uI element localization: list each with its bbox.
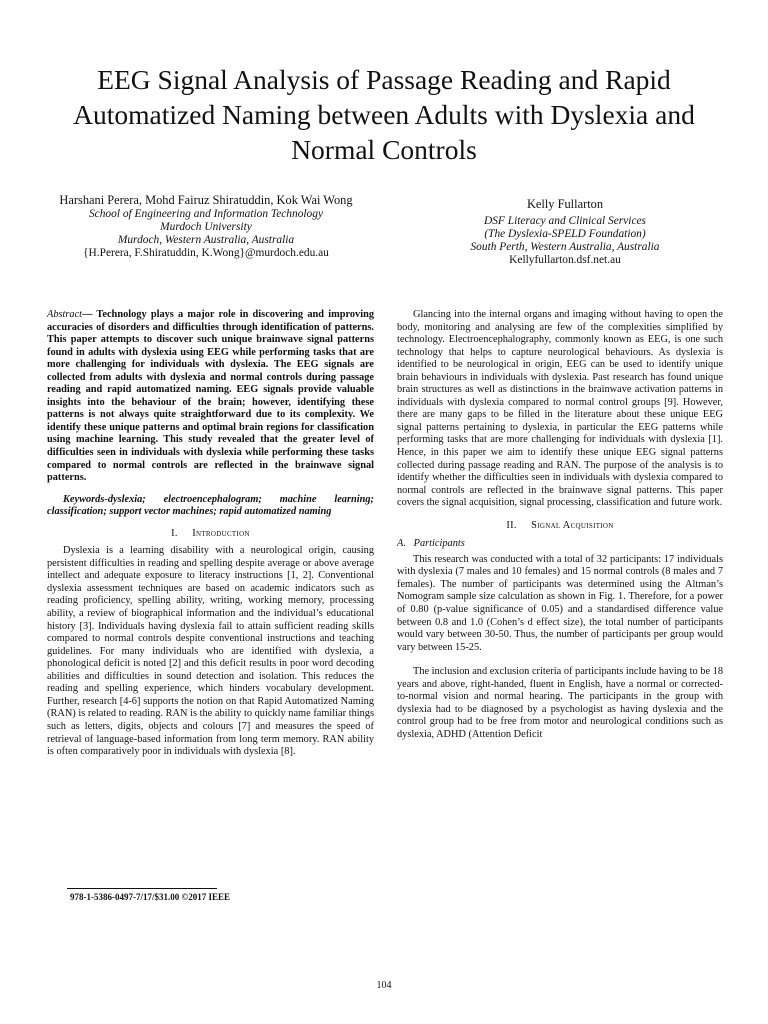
abstract-label: Abstract	[47, 309, 83, 320]
section-heading-signal-acquisition	[397, 520, 723, 533]
introduction-paragraph: Dyslexia is a learning disability with a neurological origin, causing persistent difficulties in reading and spelling despite average or above average intellect and adequate exposure to literacy instructions [1, 2]. Conventional dyslexia assessment techniques are based on academic indicators such as reading proficiency, spelling ability, writing, working memory, processing ability, a review of biographical information and the individual’s educational history [3]. Individuals having dyslexia fail to attain sufficient reading skills compared to normal controls despite conventional instructions and teaching guidelines. For many individuals who are identified with dyslexia, a phonological deficit is noted [2] and this deficit results in poor word decoding abilities and difficulties in sound detection and isolation. This reduces the reading and spelling experience, which hinders vocabulary development. Further, research [4-6] supports the notion on that Rapid Automatized Naming (RAN) is related to reading. RAN is the ability to quickly name familiar things such as letters, digits, objects and colours [7] and measures the speed of retrieval of language-based information from long term memory. RAN ability is often comparatively poor in individuals with dyslexia [8].	[47, 545, 374, 758]
author-block-right	[400, 197, 730, 267]
author-affil-left-1: School of Engineering and Information Technology	[88, 208, 323, 220]
author-names-right: Kelly Fullarton	[526, 197, 604, 211]
paper-title: EEG Signal Analysis of Passage Reading and Rapid Automatized Naming between Adults with Dyslexia and Normal Controls	[73, 64, 695, 165]
author-affil-left-2: Murdoch University	[160, 221, 252, 233]
author-affil-left-3: Murdoch, Western Australia, Australia	[117, 234, 295, 246]
participants-paragraph-1: This research was conducted with a total of 32 participants: 17 individuals with dyslexia (7 males and 10 females) and 15 normal controls (8 males and 7 females). The number of participants was determined using the Altman’s Nomogram sample size calculation as shown in Fig. 1. Therefore, for a power of 0.80 (p-value significance of 0.05) and a standardised difference value between 0.8 and 1.0 (Cohen’s d effect size), the total number of participants would vary between 30-50. Thus, the number of participants per group would vary between 15-25.	[397, 553, 723, 653]
page-number: 104	[376, 980, 392, 991]
section-number: I.	[171, 527, 178, 539]
abstract-text: — Technology plays a major role in discovering and improving accuracies of disorders and difficulties through identification of patterns. This paper attempts to discover such unique brainwave signal patterns found in adults with dyslexia using EEG while performing tasks that are more challenging for individuals with dyslexia. The EEG signals are collected from adults with dyslexia and normal controls during passage reading and rapid automatized naming. EEG signals provide valuable insights into the behaviour of the brain; however, identifying these patterns is not always quite straightforward due to its complexity. We identify these unique patterns and optimal brain regions for classification using machine learning. This study revealed that the greater level of difficulties seen in individuals with dyslexia while performing these tasks compared to normal controls are reflected in the brainwave signal patterns.	[47, 309, 374, 484]
copyright-footnote: 978-1-5386-0497-7/17/$31.00 ©2017 IEEE	[70, 892, 230, 902]
section-number: II.	[506, 519, 517, 531]
author-block-left	[48, 193, 364, 260]
author-names-left: Harshani Perera, Mohd Fairuz Shiratuddin, Kok Wai Wong	[59, 193, 353, 207]
author-affil-right-1: DSF Literacy and Clinical Services	[484, 215, 646, 227]
subsection-heading-participants: A. Participants	[397, 538, 465, 550]
author-email-right: Kellyfullarton.dsf.net.au	[509, 254, 621, 266]
intro-continued-paragraph: Glancing into the internal organs and imaging without having to open the body, monitoring and analysing are few of the complexities simplified by technology. Electroencephalography, commonly known as EEG, is one such technology that helps to capture neurological behaviours. As dyslexia is identified to be neurological in origin, EEG can be used to identify unique brain behaviours in individuals with dyslexia. Past research has found unique brain structures as well as distinctions in the brainwave activation patterns in individuals with dyslexia compared to normal control groups [9]. However, there are many gaps to be filled in the literature about these unique EEG signal patterns pertaining to dyslexia, in particular the EEG patterns while performing tasks that are more challenging for individuals with dyslexia [1]. Hence, in this paper we aim to identify these unique EEG signal patterns collected during passage reading and RAN. The purpose of the analysis is to identify whether the difficulties seen in individuals with dyslexia compared to normal controls are reflected in the brainwave signal patterns. This paper covers the signal acquisition, signal processing, classification and future work.	[397, 309, 723, 509]
participants-paragraph-2: The inclusion and exclusion criteria of participants include having to be 18 years and above, right-handed, fluent in English, have a normal or corrected-to-normal vision and normal hearing. The participants in the group with dyslexia had to be diagnosed by a psychologist as having dyslexia and the control group had to be free from motor and neurological conditions such as dyslexia, ADHD (Attention Deficit	[397, 666, 723, 740]
section-title: Introduction	[192, 527, 250, 539]
author-affil-right-3: South Perth, Western Australia, Australia	[470, 241, 660, 253]
keywords: Keywords-dyslexia; electroencephalogram; machine learning; classification; support vector machines; rapid automatized naming	[47, 493, 374, 518]
author-email-left: {H.Perera, F.Shiratuddin, K.Wong}@murdoch.edu.au	[83, 247, 329, 259]
right-column	[397, 309, 723, 742]
section-title: Signal Acquisition	[531, 519, 614, 531]
section-heading-introduction	[47, 528, 374, 541]
author-affil-right-2: (The Dyslexia-SPELD Foundation)	[484, 228, 646, 240]
abstract	[47, 309, 374, 485]
footnote-rule	[67, 888, 217, 889]
left-column	[47, 309, 374, 759]
